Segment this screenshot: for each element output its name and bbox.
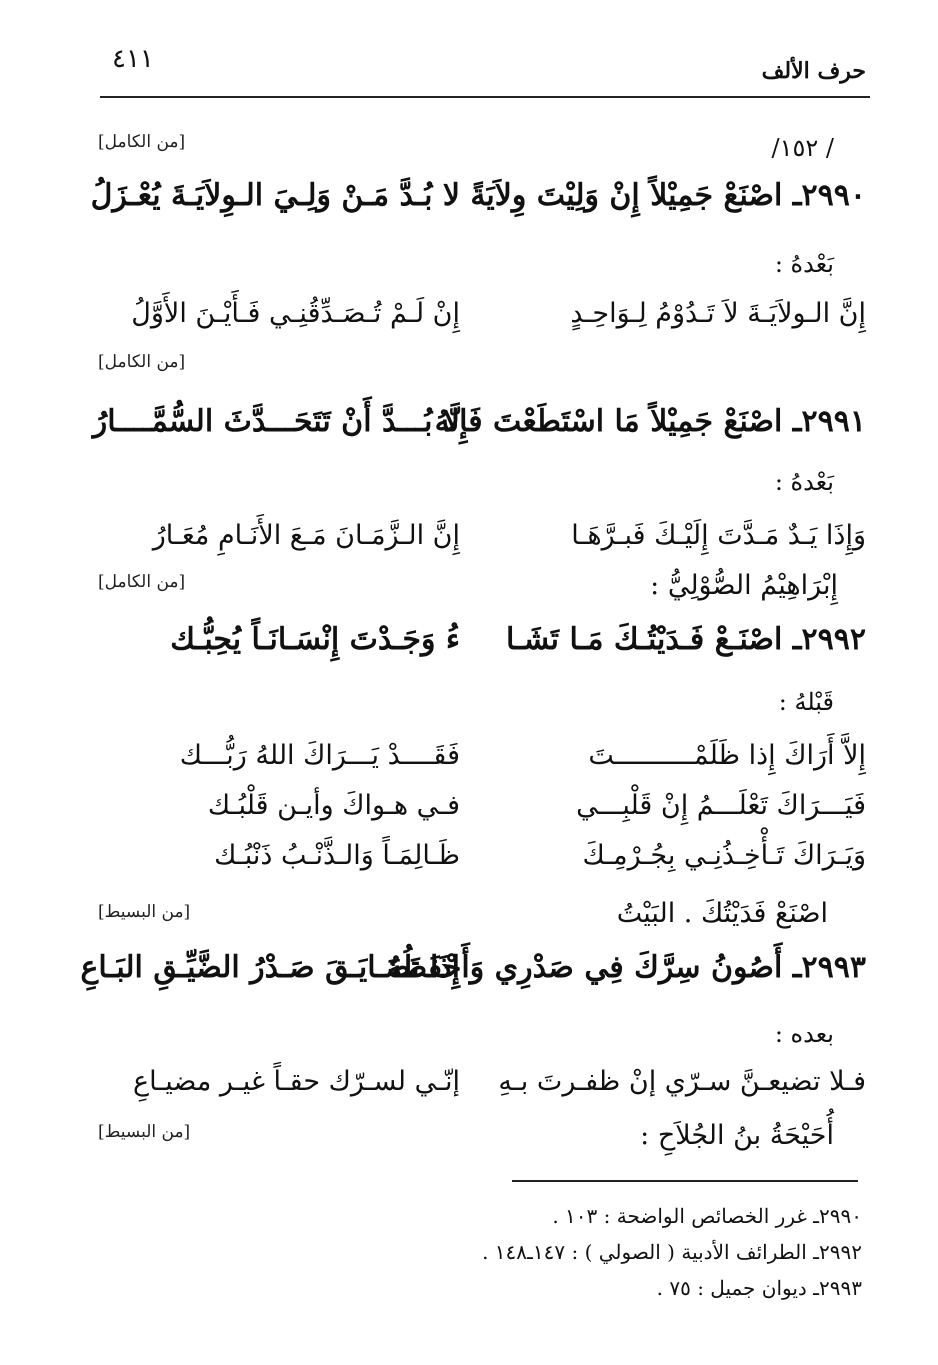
header-divider [100, 96, 870, 98]
verse-2992-l2-first: فَيَـــرَاكَ تَعْلَـــمُ إِنْ قَلْبِـــي [576, 790, 866, 821]
verse-2991-first-hemistich: ٢٩٩١ـ اصْنَعْ جَمِيْلاً مَا اسْتَطَعْتَ فَإِنَّهُ [434, 404, 866, 439]
meter-label-2991: [من الكامل] [98, 352, 186, 372]
section-reference: / ١٥٢/ [771, 134, 834, 162]
verse-2993b-second-hemistich: إنّـي لسـرّك حقـاً غيـر مضيـاعِ [133, 1066, 460, 1097]
chapter-title: حرف الألف [761, 58, 866, 84]
poet-name-2992: إِبْرَاهِيْمُ الصُّوْلِيُّ : [650, 570, 838, 601]
poet-name-next: أُحَيْحَةُ بنُ الجُلاَحِ : [640, 1120, 834, 1151]
footnote-2990: ٢٩٩٠ـ غرر الخصائص الواضحة : ١٠٣ . [552, 1204, 862, 1228]
verse-2990b-second-hemistich: إِنْ لَـمْ تُـصَـدِّقُنِـي فَـأَيْـنَ الأَوَّلُ [131, 298, 460, 329]
verse-2992-l3-second: ظَـالِمَـاً وَالـذَّنْـبُ ذَنْبُـك [214, 840, 460, 871]
footnote-2992: ٢٩٩٢ـ الطرائف الأدبية ( الصولي ) : ١٤٧ـ١٤٨ . [482, 1240, 862, 1264]
footnote-2993: ٢٩٩٣ـ ديوان جميل : ٧٥ . [656, 1276, 862, 1300]
meter-label-2992: [من الكامل] [98, 572, 186, 592]
verse-2993b-first-hemistich: فـلا تضيعـنَّ سـرّي إنْ ظفـرتَ بـهِ [498, 1066, 866, 1097]
meter-label-2990: [من الكامل] [98, 132, 186, 152]
footnote-divider [512, 1180, 858, 1182]
verse-2992-l2-second: فـي هـواكَ وأيـن قَلْبُـك [207, 790, 460, 821]
verse-2991b-second-hemistich: إِنَّ الـزَّمَـانَ مَـعَ الأَنَـامِ مُعَـارُ [152, 520, 460, 551]
verse-2991-second-hemistich: لا بُـــدَّ أَنْ تَتَحَـــدَّثَ السُّمَّــــارُ [92, 404, 460, 439]
meter-label-2993: [من البسيط] [98, 902, 191, 922]
page-number: ٤١١ [112, 44, 154, 74]
label-after-2991: بَعْدهُ : [774, 468, 834, 496]
label-after-2993: بعده : [774, 1020, 834, 1048]
verse-2993-first-hemistich: ٢٩٩٣ـ أَصُونُ سِرَّكَ فِي صَدْرِي وَأَحْفَظُهُ [387, 950, 866, 985]
verse-2992-l1-second: فَقَــــدْ يَـــرَاكَ اللهُ رَبُّـــك [179, 740, 460, 771]
verse-2990-second-hemistich: لا بُـدَّ مَـنْ وَلِـيَ الـوِلاَيَـةَ يُعْـزَلُ [90, 178, 460, 213]
verse-2991b-first-hemistich: وَإِذَا يَـدٌ مَـدَّتَ إِلَيْـكَ فَبـرَّهَـا [571, 520, 866, 551]
verse-2992-l3-first: وَيَـرَاكَ تَـأْخِـذُنِـي بِجُـرْمِـكَ [582, 840, 866, 871]
verse-2990b-first-hemistich: إِنَّ الـولاَيَـةَ لاَ تَـدُوْمُ لِـوَاحِـدٍ [570, 298, 866, 329]
verse-2992-l1-first: إِلاَّ أَرَاكَ إِذا ظَلَمْــــــــــتَ [588, 740, 866, 771]
verse-2992-second-hemistich: ءُ وَجَـدْتَ إِنْسَـانَـاً يُحِبُّـك [170, 622, 460, 657]
verse-2992-first-hemistich: ٢٩٩٢ـ اصْنَـعْ فَـدَيْتُـكَ مَـا تَشَـا [505, 622, 866, 657]
meter-label-next: [من البسيط] [98, 1122, 191, 1142]
verse-2990-first-hemistich: ٢٩٩٠ـ اصْنَعْ جَمِيْلاً إِنْ وَلِيْتَ وِلاَيَةً [470, 178, 866, 213]
verse-2993-second-hemistich: إِذَا تَضَـايَـقَ صَـدْرُ الضَّيِّـقِ البَـاعِ [80, 950, 460, 985]
verse-2992-tail: اصْنَعْ فَدَيْتُكَ . البَيْتُ [616, 898, 828, 929]
label-after-2990: بَعْدهُ : [774, 250, 834, 278]
label-before-2992: قَبْلهُ : [778, 688, 834, 716]
